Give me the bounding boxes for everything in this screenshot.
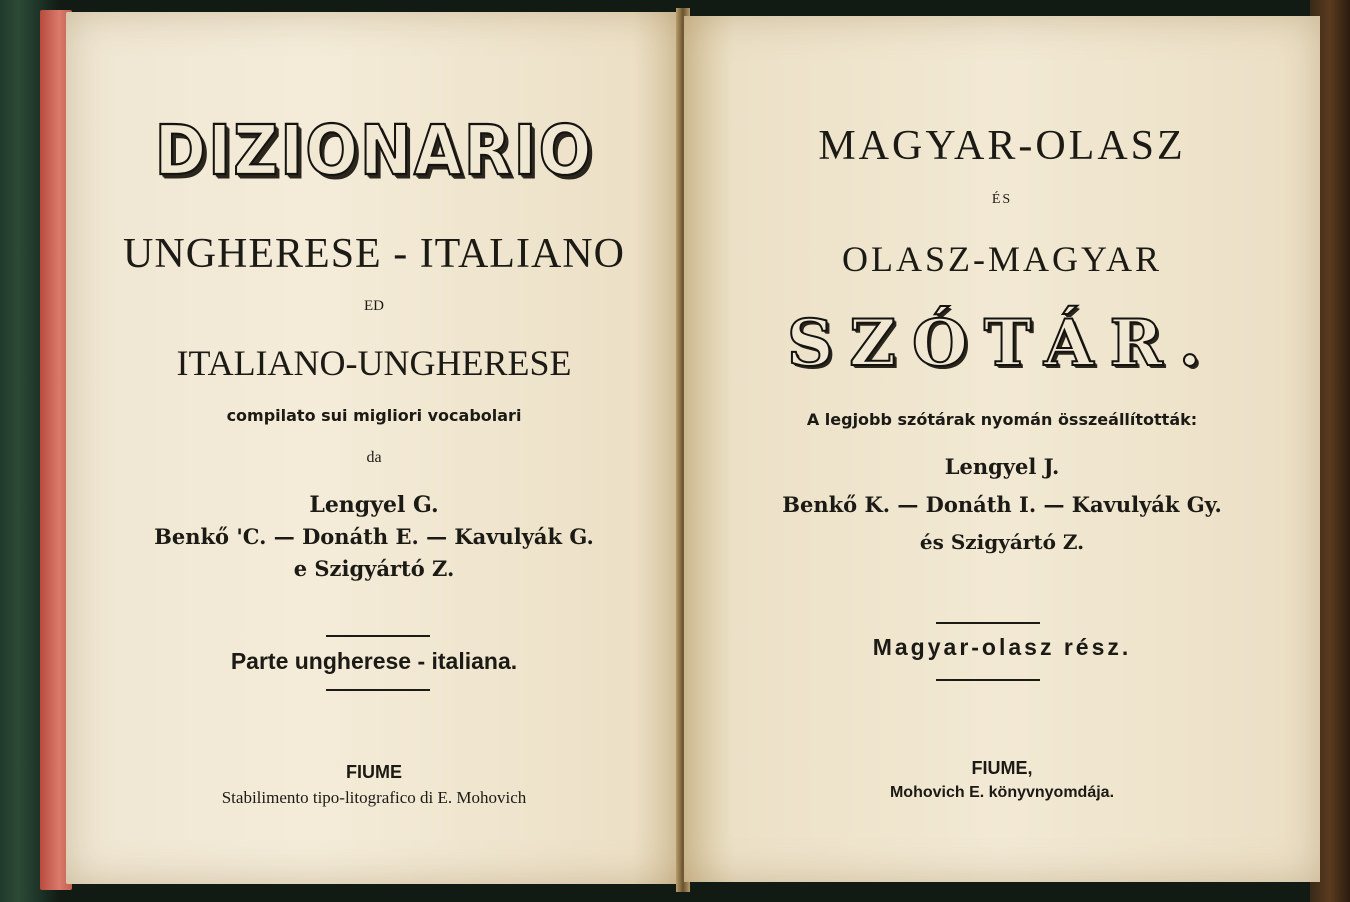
right-page-title: SZÓTÁR. bbox=[787, 306, 1217, 381]
left-author-3: e Szigyártó Z. bbox=[293, 556, 455, 581]
right-author-2: Benkő K. — Donáth I. — Kavulyák Gy. bbox=[782, 492, 1222, 517]
right-author-3: és Szigyártó Z. bbox=[919, 530, 1085, 554]
right-publisher: Mohovich E. könyvnyomdája. bbox=[889, 784, 1115, 801]
left-rule-bottom bbox=[326, 689, 430, 691]
left-city: FIUME bbox=[346, 762, 402, 782]
left-by-text: da bbox=[366, 449, 382, 466]
left-part-label: Parte ungherese - italiana. bbox=[230, 648, 518, 674]
right-city: FIUME, bbox=[971, 758, 1033, 778]
right-author-1: Lengyel J. bbox=[944, 454, 1060, 479]
right-page bbox=[684, 16, 1320, 882]
right-compiled-text: A legjobb szótárak nyomán összeállították: bbox=[806, 410, 1198, 429]
right-title-line-2: OLASZ-MAGYAR bbox=[841, 239, 1162, 279]
left-publisher: Stabilimento tipo-litografico di E. Mohovich bbox=[221, 788, 527, 807]
left-compiled-text: compilato sui migliori vocabolari bbox=[226, 406, 522, 425]
right-part-label: Magyar-olasz rész. bbox=[872, 634, 1132, 660]
left-subtitle-1: UNGHERESE - ITALIANO bbox=[123, 231, 625, 277]
left-subtitle-2: ITALIANO-UNGHERESE bbox=[176, 343, 572, 383]
left-page bbox=[66, 12, 682, 884]
left-author-2: Benkő 'C. — Donáth E. — Kavulyák G. bbox=[154, 524, 594, 549]
right-conjunction: ÉS bbox=[991, 192, 1013, 207]
left-author-1: Lengyel G. bbox=[309, 492, 439, 518]
left-conjunction: ED bbox=[364, 298, 384, 314]
right-rule-bottom bbox=[936, 679, 1040, 681]
right-rule-top bbox=[936, 622, 1040, 624]
left-rule-top bbox=[326, 635, 430, 637]
right-title-line-1: MAGYAR-OLASZ bbox=[818, 123, 1186, 169]
left-page-title: DIZIONARIO bbox=[154, 110, 594, 191]
